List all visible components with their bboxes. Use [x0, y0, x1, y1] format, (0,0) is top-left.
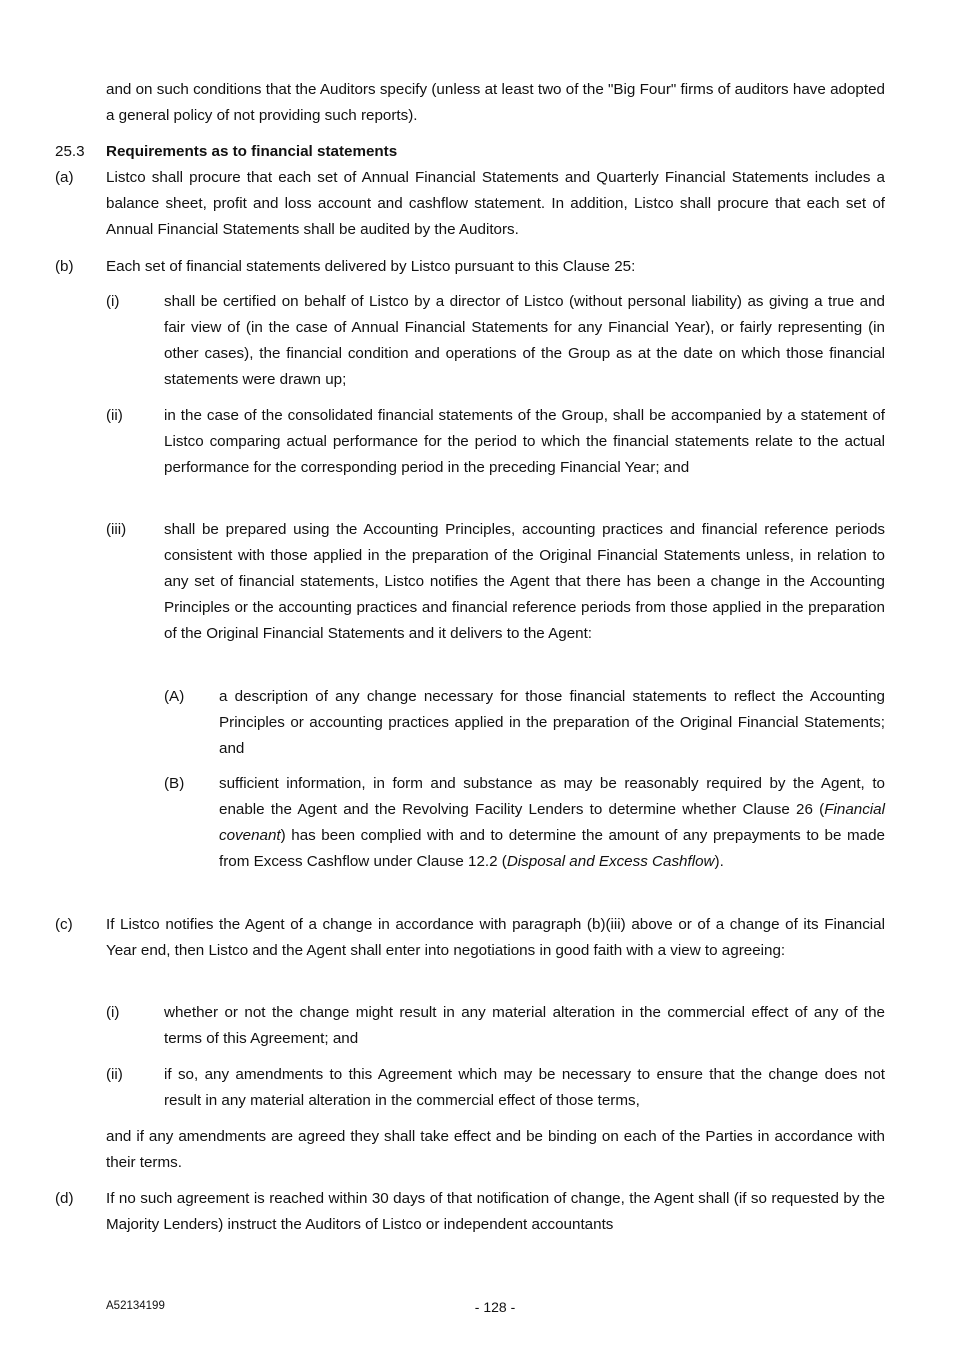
para-d-label: (d): [55, 1190, 74, 1207]
para-c-ii-label: (ii): [106, 1066, 123, 1083]
section-number: 25.3: [55, 143, 85, 160]
section-title: Requirements as to financial statements: [106, 143, 398, 160]
para-b-i-label: (i): [106, 293, 120, 310]
para-c-i-label: (i): [106, 1004, 120, 1021]
financial-covenant-ref: Financial covenant: [219, 801, 885, 844]
para-c-ii-text: if so, any amendments to this Agreement which may be necessary to ensure that the change does not result in any material alteration in the commercial effect of those terms,: [164, 1066, 885, 1109]
disposal-excess-cashflow-ref: Disposal and Excess Cashflow: [506, 853, 715, 870]
section-heading: [106, 139, 885, 165]
para-b-iii-B-text: [219, 771, 885, 875]
para-c-i-text: whether or not the change might result in any material alteration in the commercial effect of any of the terms of this Agreement; and: [164, 1004, 885, 1047]
para-b-iii-text: shall be prepared using the Accounting Principles, accounting practices and financial reference periods consistent with those applied in the preparation of the Original Financial Statements unless, in relation to any set of financial statements, Listco notifies the Agent that there has been a change in the Accounting Principles or the accounting practices and financial reference periods from those applied in the preparation of the Original Financial Statements and it delivers to the Agent:: [164, 521, 885, 642]
para-c-text: If Listco notifies the Agent of a change in accordance with paragraph (b)(iii) above or of a change of its Financial Year end, then Listco and the Agent shall enter into negotiations in good faith with a view to agreeing:: [106, 916, 885, 959]
para-b-iii-B-label: (B): [164, 775, 185, 792]
para-b-iii-A-label: (A): [164, 688, 185, 705]
para-b-i-text: shall be certified on behalf of Listco by a director of Listco (without personal liability) as giving a true and fair view of (in the case of Annual Financial Statements for any Financial Year), or fairly representing (in other cases), the financial condition and operations of the Group as at the date on which those financial statements were drawn up;: [164, 293, 885, 388]
para-b-label: (b): [55, 258, 74, 275]
para-b-iii-A-text: a description of any change necessary for those financial statements to reflect the Accounting Principles or accounting practices applied in the preparation of the Original Financial Statements; and: [219, 688, 885, 757]
para-d-text: If no such agreement is reached within 30 days of that notification of change, the Agent shall (if so requested by the Majority Lenders) instruct the Auditors of Listco or independent accountants: [106, 1190, 885, 1233]
para-a-label: (a): [55, 169, 74, 186]
para-b-iii-label: (iii): [106, 521, 127, 538]
intro-continuation: and on such conditions that the Auditors specify (unless at least two of the "Big Four" firms of auditors have adopted a general policy of not providing such reports).: [106, 81, 885, 124]
para-b-iii-B-text-3: ).: [714, 853, 724, 870]
footer-doc-ref: A52134199: [106, 1300, 165, 1312]
para-b-ii-text: in the case of the consolidated financial statements of the Group, shall be accompanied by a statement of Listco comparing actual performance for the period to which the financial statements relate to the actual performance for the corresponding period in the preceding Financial Year; and: [164, 407, 885, 476]
para-c-label: (c): [55, 916, 73, 933]
para-b-iii-B-text-2: ) has been complied with and to determine the amount of any prepayments to be made from Excess Cashflow under Clause 12.2 (: [219, 827, 885, 870]
para-b-iii-B-text-1: sufficient information, in form and substance as may be reasonably required by the Agent, to enable the Agent and the Revolving Facility Lenders to determine whether Clause 26 (: [219, 775, 885, 818]
para-c-closing: and if any amendments are agreed they shall take effect and be binding on each of the Parties in accordance with their terms.: [106, 1128, 885, 1171]
para-b-text: Each set of financial statements delivered by Listco pursuant to this Clause 25:: [106, 258, 636, 275]
para-a-text: Listco shall procure that each set of Annual Financial Statements and Quarterly Financial Statements includes a balance sheet, profit and loss account and cashflow statement. In addition, Listco shall procure that each set of Annual Financial Statements shall be audited by the Auditors.: [106, 169, 885, 238]
para-b-ii-label: (ii): [106, 407, 123, 424]
footer-page-number: - 128 -: [474, 1299, 516, 1315]
